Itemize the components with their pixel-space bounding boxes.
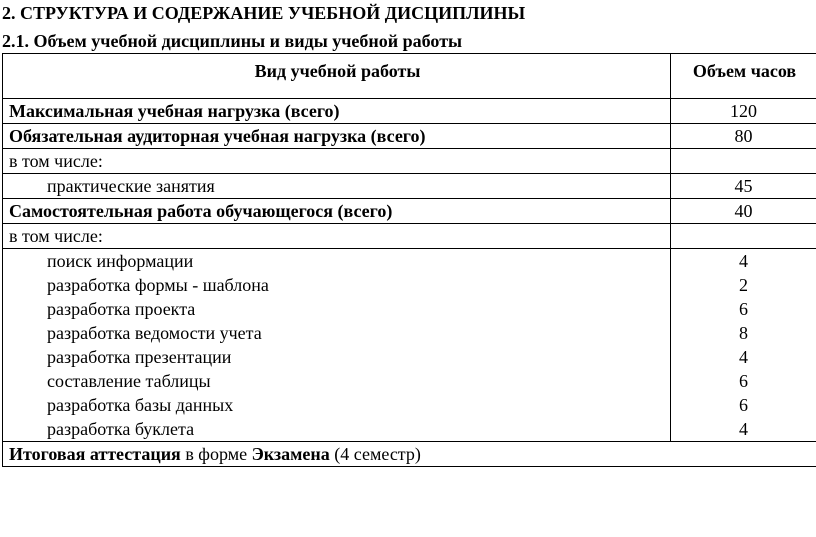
table-row [3, 99, 816, 124]
task-label: разработка проекта [47, 299, 196, 319]
task-value: 4 [739, 251, 748, 271]
final-form-text: в форме [180, 444, 252, 464]
task-label: разработка буклета [47, 419, 195, 439]
task-value: 4 [739, 347, 748, 367]
practical-value: 45 [671, 174, 816, 199]
task-list [3, 249, 671, 442]
section-title: 2. СТРУКТУРА И СОДЕРЖАНИЕ УЧЕБНОЙ ДИСЦИПЛИНЫ [2, 3, 526, 23]
task-label: разработка презентации [47, 347, 232, 367]
task-label: составление таблицы [47, 371, 211, 391]
max-load-value: 120 [671, 99, 816, 124]
final-semester-text: (4 семестр) [329, 444, 421, 464]
task-value: 6 [739, 395, 748, 415]
header-work-type: Вид учебной работы [3, 54, 671, 99]
study-load-table [2, 53, 816, 467]
mandatory-load-label: Обязательная аудиторная учебная нагрузка (всего) [3, 124, 671, 149]
table-row [3, 174, 816, 199]
empty-cell [671, 149, 816, 174]
final-exam-label: Экзамена [251, 444, 330, 464]
task-value: 2 [739, 275, 748, 295]
max-load-label: Максимальная учебная нагрузка (всего) [3, 99, 671, 124]
task-value: 6 [739, 299, 748, 319]
table-row [3, 124, 816, 149]
mandatory-load-value: 80 [671, 124, 816, 149]
task-label: разработка ведомости учета [47, 323, 262, 343]
final-attestation-label: Итоговая аттестация [9, 444, 181, 464]
task-value: 8 [739, 323, 748, 343]
task-value: 4 [739, 419, 748, 439]
table-row [3, 149, 816, 174]
final-attestation-cell [3, 442, 816, 467]
table-row [3, 224, 816, 249]
practical-label: практические занятия [3, 174, 671, 199]
table-row [3, 199, 816, 224]
task-values [671, 249, 816, 442]
empty-cell [671, 224, 816, 249]
task-label: поиск информации [47, 251, 194, 271]
table-header-row [3, 54, 816, 99]
header-hours: Объем часов [671, 54, 816, 99]
subsection-title: 2.1. Объем учебной дисциплины и виды учебной работы [2, 31, 463, 51]
independent-work-label: Самостоятельная работа обучающегося (всего) [3, 199, 671, 224]
including-label: в том числе: [3, 149, 671, 174]
task-label: разработка базы данных [47, 395, 234, 415]
table-row-tasks [3, 249, 816, 442]
task-value: 6 [739, 371, 748, 391]
final-attestation-row [3, 442, 816, 467]
independent-work-value: 40 [671, 199, 816, 224]
task-label: разработка формы - шаблона [47, 275, 269, 295]
including-label: в том числе: [3, 224, 671, 249]
